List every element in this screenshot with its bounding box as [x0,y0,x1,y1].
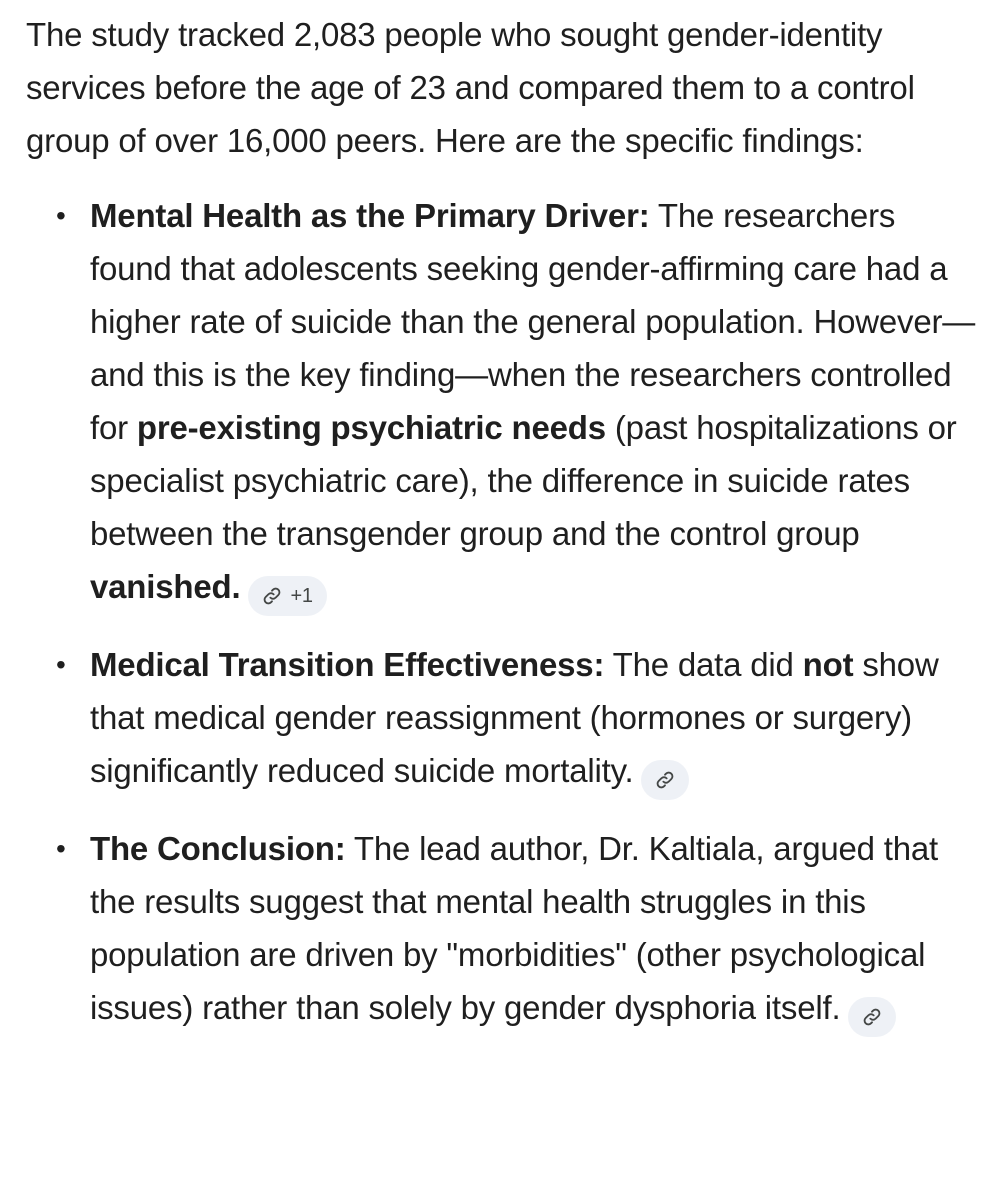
link-icon [862,1007,882,1027]
intro-paragraph: The study tracked 2,083 people who sought gender-identity services before the age of 23 and compared them to a control group of over 16,000 peers. Here are the specific findings: [26,16,915,159]
finding-text: The researchers found that adolescents seeking gender-affirming care had a higher rate of suicide than the general population. However—and this is the key finding—when the researchers controlled for [90,197,976,446]
citation-chip[interactable] [848,997,896,1037]
bullet: • [56,833,66,864]
response-content [26,8,976,1059]
bullet: • [56,200,66,231]
citation-chip[interactable] [248,576,326,616]
finding-medical-transition [26,638,976,800]
finding-text: show that medical gender reassignment (hormones or surgery) significantly reduced suicide mortality. [90,646,939,789]
finding-title: Medical Transition Effectiveness: [90,646,605,683]
finding-text: The lead author, Dr. Kaltiala, argued that the results suggest that mental health struggles in this population are driven by "morbidities" (other psychological issues) rather than solely by gender dysphoria itself. [90,830,939,1026]
bullet: • [56,649,66,680]
finding-mental-health [26,189,976,616]
finding-conclusion [26,822,976,1037]
finding-text: (past hospitalizations or specialist psychiatric care), the difference in suicide rates between the transgender group and the control group [90,409,957,552]
finding-title: Mental Health as the Primary Driver: [90,197,650,234]
finding-emphasis: pre-existing psychiatric needs [136,409,606,446]
finding-title: The Conclusion: [90,830,346,867]
link-icon [655,770,675,790]
finding-emphasis: not [802,646,854,683]
citation-chip[interactable] [641,760,689,800]
finding-emphasis: vanished. [90,568,241,605]
link-icon [262,586,282,606]
citation-count: +1 [290,585,313,607]
findings-list [26,189,976,1037]
finding-text: The data did [604,646,803,683]
